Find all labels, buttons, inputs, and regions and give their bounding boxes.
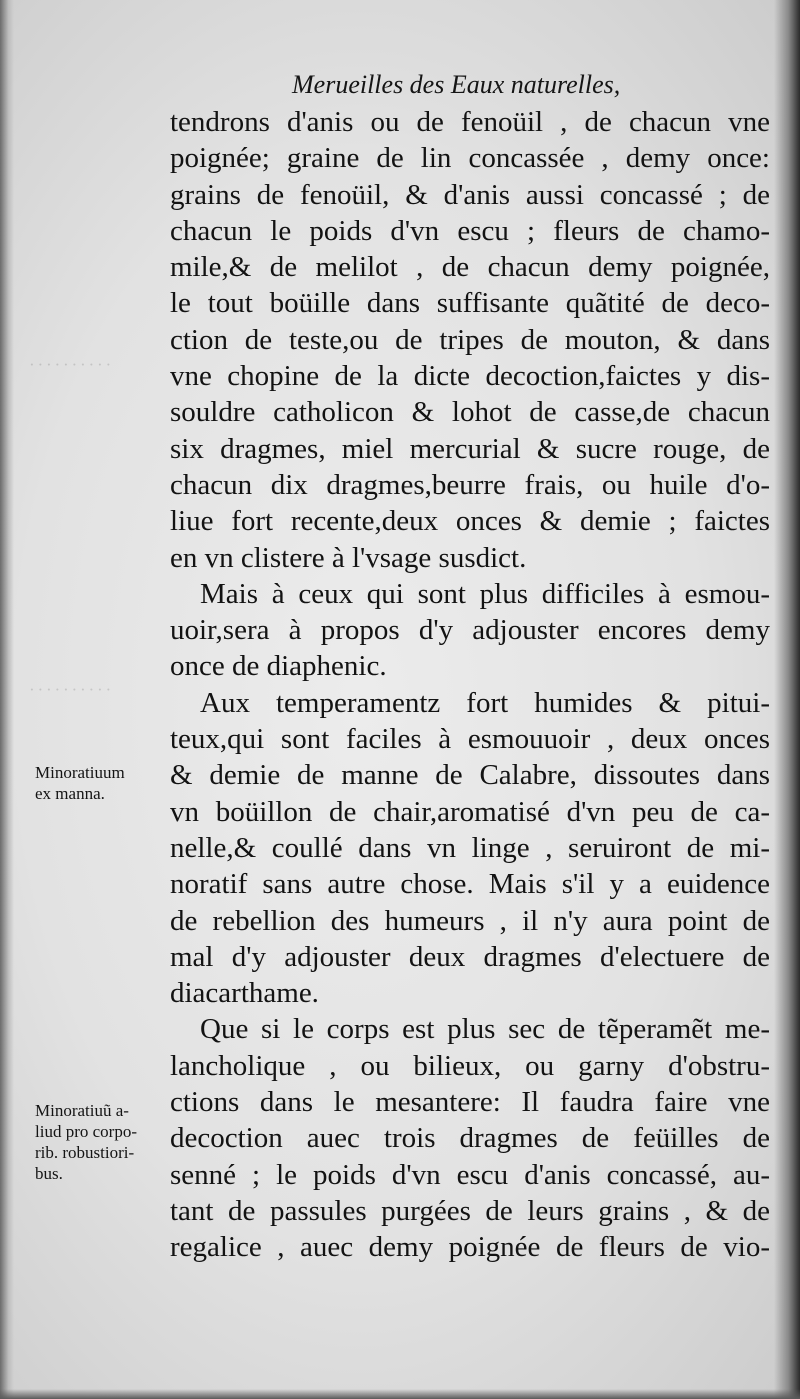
text-line: ctions dans le mesantere: Il faudra faire vne: [170, 1086, 770, 1119]
text-line: once de diaphenic.: [170, 650, 387, 683]
text-line: noratif sans autre chose. Mais s'il y a euidence: [170, 868, 770, 901]
margin-note-line: ex manna.: [35, 784, 105, 803]
text-line: chacun le poids d'vn escu ; fleurs de chamo-: [170, 214, 770, 247]
text-line: liue fort recente,deux onces & demie ; faictes: [170, 505, 770, 538]
margin-note-line: Minoratiuum: [35, 763, 125, 782]
text-line: senné ; le poids d'vn escu d'anis concassé, au-: [170, 1158, 770, 1191]
text-line: six dragmes, miel mercurial & sucre rouge, de: [170, 432, 770, 465]
paragraph-start: Aux temperamentz fort humides & pitui-: [200, 686, 770, 719]
page-edge-bottom: [0, 1389, 800, 1399]
text-line: chacun dix dragmes,beurre frais, ou huile d'o-: [170, 468, 770, 501]
show-through-1: · · · · · · · · · ·: [30, 355, 111, 374]
main-text: [170, 104, 770, 1266]
text-line: regalice , auec demy poignée de fleurs de vio-: [170, 1231, 770, 1264]
text-line: souldre catholicon & lohot de casse,de chacun: [170, 396, 770, 429]
text-line: teux,qui sont faciles à esmouuoir , deux onces: [170, 723, 770, 756]
text-line: poignée; graine de lin concassée , demy once:: [170, 142, 770, 175]
page-edge-left: [0, 0, 14, 1399]
text-line: mile,& de melilot , de chacun demy poignée,: [170, 251, 770, 284]
text-line: uoir,sera à propos d'y adjouster encores demy: [170, 614, 770, 647]
text-line: & demie de manne de Calabre, dissoutes dans: [170, 759, 770, 792]
text-line: tant de passules purgées de leurs grains , & de: [170, 1194, 770, 1227]
margin-note-line: Minoratiuũ a-: [35, 1101, 129, 1120]
margin-note-robust: [35, 1100, 137, 1184]
text-line: vne chopine de la dicte decoction,faictes y dis-: [170, 360, 770, 393]
text-line: grains de fenoüil, & d'anis aussi concassé ; de: [170, 178, 770, 211]
margin-note-manna: [35, 762, 125, 804]
margin-note-line: rib. robustiori-: [35, 1143, 135, 1162]
text-line: le tout boüille dans suffisante quãtité de deco-: [170, 287, 770, 320]
text-line: nelle,& coullé dans vn linge , seruiront de mi-: [170, 831, 770, 864]
show-through-2: · · · · · · · · · ·: [30, 680, 111, 699]
text-line: ction de teste,ou de tripes de mouton, & dans: [170, 323, 770, 356]
text-line: en vn clistere à l'vsage susdict.: [170, 541, 527, 574]
running-head: Merueilles des Eaux naturelles,: [292, 70, 621, 99]
page-gutter-shadow: [774, 0, 800, 1399]
margin-note-line: liud pro corpo-: [35, 1122, 137, 1141]
paragraph-start: Mais à ceux qui sont plus difficiles à esmou-: [200, 577, 770, 610]
text-line: decoction auec trois dragmes de feüilles de: [170, 1122, 770, 1155]
text-line: diacarthame.: [170, 977, 319, 1010]
margin-note-line: bus.: [35, 1164, 63, 1183]
text-line: lancholique , ou bilieux, ou garny d'obstru-: [170, 1049, 770, 1082]
text-line: mal d'y adjouster deux dragmes d'electuere de: [170, 940, 770, 973]
text-line: vn boüillon de chair,aromatisé d'vn peu de ca-: [170, 795, 770, 828]
paragraph-start: Que si le corps est plus sec de tẽperamẽt me-: [200, 1013, 770, 1046]
text-line: tendrons d'anis ou de fenoüil , de chacun vne: [170, 106, 770, 138]
text-line: de rebellion des humeurs , il n'y aura point de: [170, 904, 770, 937]
